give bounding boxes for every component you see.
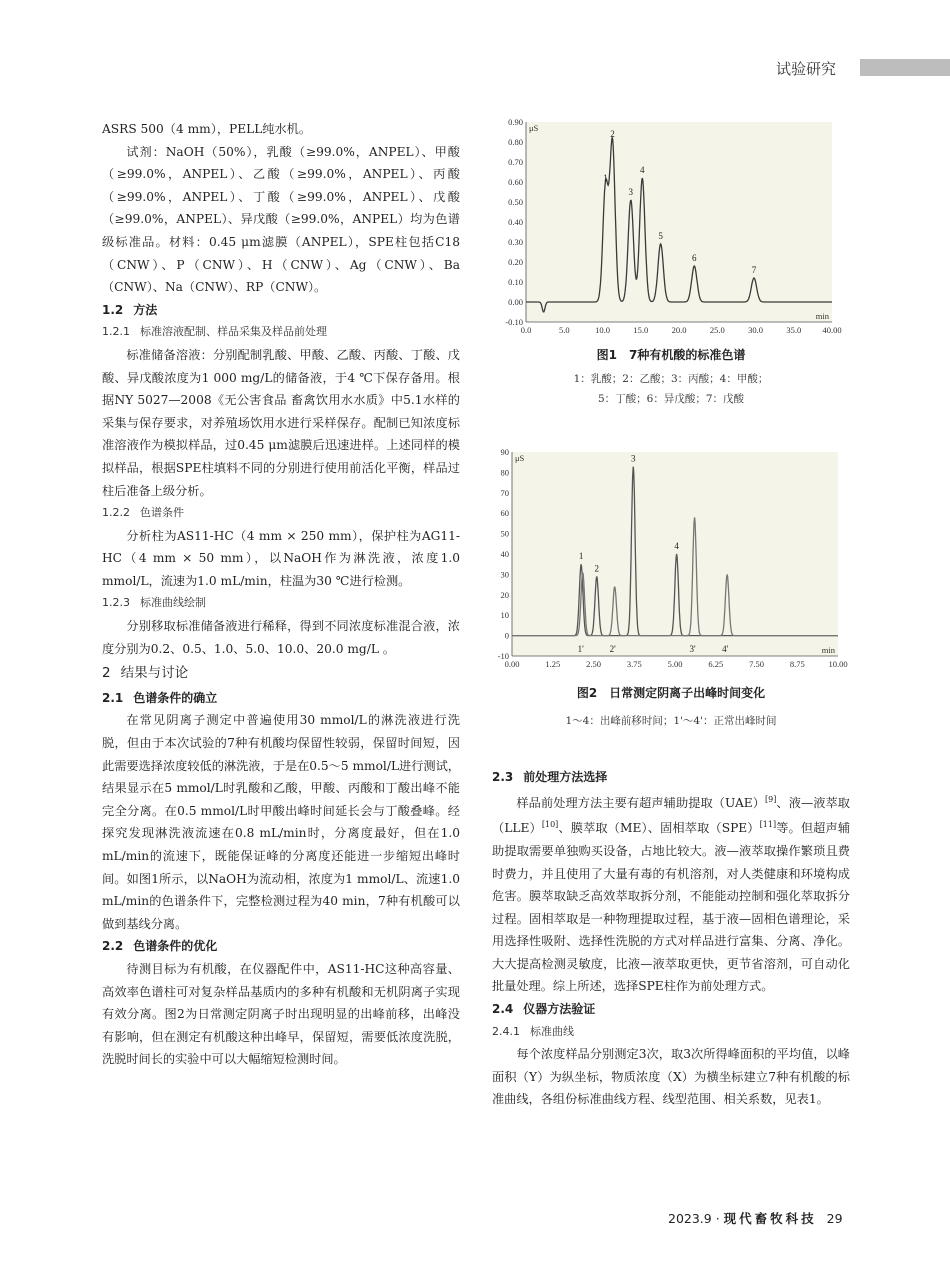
page-footer bbox=[668, 1209, 843, 1227]
heading-1-2: 1.2 方法 bbox=[102, 302, 158, 317]
peak-label-1: 1 bbox=[578, 551, 584, 562]
y-tick-label: 0.40 bbox=[508, 217, 523, 227]
paragraph-1-2-3: 分别移取标准储备液进行稀释，得到不同浓度标准混合液，浓度分别为0.2、0.5、1.0、5.0、10.0、20.0 mg/L 。 bbox=[102, 619, 460, 656]
left-column bbox=[102, 118, 460, 1071]
instrument-paragraph: ASRS 500（4 mm），PELL纯水机。 bbox=[102, 122, 312, 136]
plot-area bbox=[512, 452, 838, 656]
chart-2 bbox=[492, 444, 850, 676]
paragraph-1-2-1: 标准储备溶液：分别配制乳酸、甲酸、乙酸、丙酸、丁酸、戊酸、异戊酸浓度为1 000 mg/L的储备液，于4 ℃下保存备用。根据NY 5027—2008《无公害食品 畜禽饮用水水质》中5.1水样的采集与保存要求，对养殖场饮用水进行采样保存。配制已知浓度标准溶液作为模拟样品，过0.45 μm滤膜后迅速进样。上述同样的模拟样品，根据SPE柱填料不同的分别进行使用前活化平衡，样品过柱后准备上级分析。 bbox=[102, 347, 460, 498]
figure-2-note: 1～4：出峰前移时间；1'～4'：正常出峰时间 bbox=[565, 715, 777, 727]
y-unit-label: μS bbox=[515, 453, 525, 463]
y-tick-label: 60 bbox=[500, 508, 509, 519]
peak-label-2: 2 bbox=[610, 129, 615, 139]
reagents-paragraph: 试剂：NaOH（50%），乳酸（≥99.0%，ANPEL）、甲酸（≥99.0%，ANPEL）、乙酸（≥99.0%，ANPEL）、丙酸（≥99.0%，ANPEL）、丁酸（≥99.0%，ANPEL）、戊酸（≥99.0%，ANPEL）、异戊酸（≥99.0%，ANPEL）均为色谱级标准品。材料：0.45 μm滤膜（ANPEL），SPE柱包括C18（CNW）、P（CNW）、H（CNW）、Ag（CNW）、Ba（CNW）、Na（CNW）、RP（CNW）。 bbox=[102, 144, 460, 295]
peak-label-4: 4 bbox=[640, 165, 645, 175]
figure-2 bbox=[492, 444, 850, 731]
heading-2: 2 结果与讨论 bbox=[102, 665, 189, 682]
y-tick-label: 10 bbox=[500, 610, 509, 621]
x-tick-label: 2.50 bbox=[586, 659, 601, 669]
x-tick-label: 25.0 bbox=[709, 325, 725, 335]
x-tick-label: 0.0 bbox=[520, 325, 532, 335]
x-tick-label: 1.25 bbox=[545, 659, 561, 669]
figure-2-caption: 图2 日常测定阴离子出峰时间变化 bbox=[576, 686, 766, 700]
y-tick-label: -10 bbox=[497, 651, 509, 661]
header-bar bbox=[860, 59, 950, 76]
footer-issue: 2023.9 · bbox=[668, 1211, 720, 1226]
normal-peak-label-2: 2' bbox=[609, 644, 616, 654]
x-tick-label: 3.75 bbox=[626, 659, 642, 669]
chart-1 bbox=[492, 112, 850, 338]
x-tick-label: 15.0 bbox=[633, 325, 649, 335]
citation-9: [9] bbox=[765, 794, 777, 804]
peak-label-2: 2 bbox=[594, 563, 600, 574]
figure-1 bbox=[492, 112, 850, 409]
figure-1-caption: 图1 7种有机酸的标准色谱 bbox=[596, 348, 746, 362]
paragraph-2-1: 在常见阴离子测定中普遍使用30 mmol/L的淋洗液进行洗脱，但由于本次试验的7种有机酸均保留性较弱，保留时间短，因此需要选择浓度较低的淋洗液，于是在0.5～5 mmol/L进行测试，结果显示在5 mmol/L时乳酸和乙酸，甲酸、丙酸和丁酸出峰不能完全分离。在0.5 mmol/L时甲酸出峰时间延长会与丁酸叠峰。经探究发现淋洗液流速在0.8 mL/min时，分离度最好，但在1.0 mL/min的流速下，既能保证峰的分离度还能进一步缩短出峰时间。如图1所示，以NaOH为流动相，浓度为1 mmol/L、流速1.0 mL/min的色谱条件下，完整检测过程为40 min，7种有机酸可以做到基线分离。 bbox=[102, 713, 460, 931]
heading-1-2-2: 1.2.2 色谱条件 bbox=[102, 506, 184, 520]
x-tick-label: 35.0 bbox=[786, 325, 802, 335]
heading-2-1: 2.1 色谱条件的确立 bbox=[102, 690, 218, 705]
section-label: 试验研究 bbox=[776, 60, 837, 78]
heading-2-4: 2.4 仪器方法验证 bbox=[492, 1002, 596, 1017]
y-tick-label: 40 bbox=[500, 549, 509, 559]
y-tick-label: 0.50 bbox=[508, 197, 523, 207]
right-column bbox=[492, 766, 850, 1111]
x-tick-label: 10.0 bbox=[595, 325, 610, 335]
y-tick-label: 0.10 bbox=[508, 277, 523, 287]
y-tick-label: 0.80 bbox=[508, 137, 523, 147]
x-tick-label: 6.25 bbox=[708, 659, 724, 669]
y-tick-label: 0.70 bbox=[508, 157, 523, 167]
paragraph-1-2-2: 分析柱为AS11-HC（4 mm × 250 mm），保护柱为AG11-HC（4 mm × 50 mm），以NaOH作为淋洗液，浓度1.0 mmol/L，流速为1.0 mL/min，柱温为30 ℃进行检测。 bbox=[102, 528, 460, 588]
y-tick-label: -0.10 bbox=[505, 317, 523, 327]
x-tick-label: 5.0 bbox=[558, 325, 570, 335]
peak-label-4: 4 bbox=[674, 541, 679, 551]
peak-label-5: 5 bbox=[658, 231, 663, 241]
y-tick-label: 0.60 bbox=[508, 177, 523, 187]
y-unit-label: μS bbox=[529, 123, 539, 133]
y-tick-label: 0.00 bbox=[508, 297, 523, 307]
heading-2-3: 2.3 前处理方法选择 bbox=[492, 770, 608, 784]
figure-1-note-line-2: 5：丁酸；6：异戊酸；7：戊酸 bbox=[597, 393, 745, 405]
y-tick-label: 30 bbox=[500, 569, 509, 580]
y-tick-label: 20 bbox=[500, 589, 509, 600]
peak-label-6: 6 bbox=[692, 253, 697, 263]
x-tick-label: 20.0 bbox=[671, 325, 687, 335]
y-tick-label: 90 bbox=[500, 447, 509, 457]
heading-2-2: 2.2 色谱条件的优化 bbox=[102, 939, 218, 954]
normal-peak-label-4: 4' bbox=[722, 644, 729, 654]
y-tick-label: 0.90 bbox=[508, 117, 523, 127]
y-tick-label: 50 bbox=[500, 528, 509, 539]
x-tick-label: 40.00 bbox=[822, 325, 842, 335]
peak-label-1: 1 bbox=[603, 173, 608, 183]
paragraph-2-4-1: 每个浓度样品分别测定3次，取3次所得峰面积的平均值，以峰面积（Y）为纵坐标，物质浓度（X）为横坐标建立7种有机酸的标准曲线，各组份标准曲线方程、线型范围、相关系数，见表1。 bbox=[492, 1047, 850, 1107]
y-tick-label: 0 bbox=[504, 630, 509, 641]
heading-2-4-1: 2.4.1 标准曲线 bbox=[492, 1024, 574, 1038]
heading-1-2-1: 1.2.1 标准溶液配制、样品采集及样品前处理 bbox=[102, 325, 327, 339]
y-tick-label: 80 bbox=[500, 467, 509, 478]
peak-label-7: 7 bbox=[751, 265, 757, 275]
x-tick-label: 30.0 bbox=[748, 325, 763, 335]
x-unit-label: min bbox=[821, 645, 835, 655]
peak-label-3: 3 bbox=[631, 453, 636, 464]
x-tick-label: 8.75 bbox=[789, 659, 805, 669]
citation-11: [11] bbox=[759, 820, 777, 830]
citation-10: [10] bbox=[541, 820, 559, 830]
peak-label-3: 3 bbox=[628, 187, 634, 197]
y-tick-label: 0.30 bbox=[508, 237, 523, 247]
figure-1-note-line-1: 1：乳酸；2：乙酸；3：丙酸；4：甲酸； bbox=[573, 373, 769, 385]
y-tick-label: 70 bbox=[500, 487, 509, 498]
x-tick-label: 10.00 bbox=[828, 659, 848, 669]
normal-peak-label-3: 3' bbox=[689, 644, 696, 654]
y-tick-label: 0.20 bbox=[508, 257, 523, 267]
x-tick-label: 7.50 bbox=[749, 659, 764, 669]
x-tick-label: 0.00 bbox=[504, 659, 520, 669]
x-unit-label: min bbox=[815, 311, 829, 321]
paragraph-2-3: 样品前处理方法主要有超声辅助提取（UAE）[9]、液—液萃取（LLE）[10]、膜萃取（ME）、固相萃取（SPE）[11]等。但超声辅助提取需要单独购买设备，占地比较大。液—液萃取操作繁琐且费时费力，并且使用了大量有毒的有机溶剂，对人类健康和环境构成危害。膜萃取缺乏高效萃取拆分剂，不能能动控制和强化萃取拆分过程。固相萃取是一种物理提取过程，基于液—固相色谱理论，采用选择性吸附、选择性洗脱的方式对样品进行富集、分离、净化。大大提高检测灵敏度，比液—液萃取更快，更节省溶剂，可自动化批量处理。综上所述，选择SPE柱作为前处理方式。 bbox=[492, 794, 851, 994]
paragraph-2-2: 待测目标为有机酸，在仪器配件中，AS11-HC这种高容量、高效率色谱柱可对复杂样品基质内的多种有机酸和无机阴离子实现有效分离。图2为日常测定阴离子时出现明显的出峰前移，出峰没有影响，但在测定有机酸这种出峰早，保留短，需要低浓度洗脱，洗脱时间长的实验中可以大幅缩短检测时间。 bbox=[102, 961, 460, 1067]
heading-1-2-3: 1.2.3 标准曲线绘制 bbox=[102, 596, 206, 610]
plot-area bbox=[526, 122, 832, 322]
normal-peak-label-1: 1' bbox=[577, 644, 584, 654]
page-number: 29 bbox=[826, 1211, 843, 1226]
x-tick-label: 5.00 bbox=[667, 659, 683, 669]
footer-journal: 现代畜牧科技 bbox=[723, 1211, 817, 1226]
